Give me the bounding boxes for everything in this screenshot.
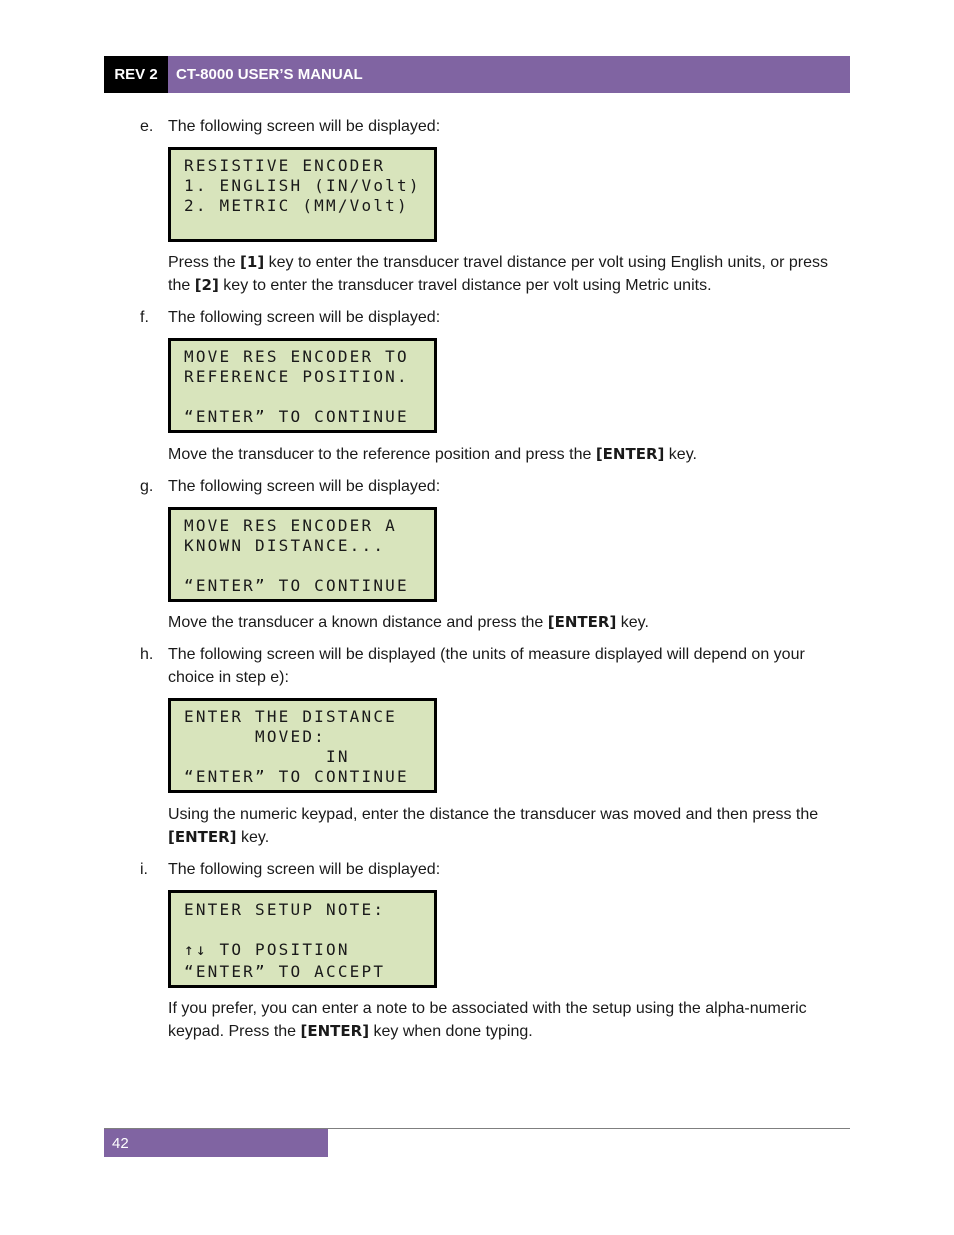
key-name: [ENTER] [595, 445, 665, 463]
key-name: [ENTER] [547, 613, 617, 631]
step-description [168, 443, 848, 466]
step-description [168, 611, 848, 634]
description-text: key to enter the transducer travel distance per volt using Metric units. [218, 277, 712, 294]
step-letter: g. [140, 478, 154, 495]
lcd-line: MOVE RES ENCODER TO [184, 347, 409, 366]
description-text: Move the transducer a known distance and press the [168, 614, 548, 631]
step-letter: i. [140, 861, 148, 878]
lcd-screen [168, 338, 437, 433]
lcd-line: 1. ENGLISH (IN/Volt) [184, 176, 421, 195]
lcd-line: “ENTER” TO CONTINUE [184, 407, 409, 426]
step-intro: The following screen will be displayed: [168, 309, 441, 326]
lcd-line: KNOWN DISTANCE... [184, 536, 386, 555]
step-description [168, 997, 848, 1043]
lcd-line: ENTER SETUP NOTE: [184, 900, 386, 919]
manual-title: CT-8000 USER’S MANUAL [168, 56, 850, 93]
description-text: key to enter the transducer travel distance per volt using English units, or press the [168, 254, 829, 294]
description-text: key. [236, 829, 270, 846]
description-text: Press the [168, 254, 241, 271]
lcd-line: MOVE RES ENCODER A [184, 516, 397, 535]
key-name: [ENTER] [168, 828, 237, 846]
page-number: 42 [104, 1129, 328, 1157]
step-description [168, 251, 848, 297]
lcd-line: 2. METRIC (MM/Volt) [184, 196, 409, 215]
step-intro: The following screen will be displayed: [168, 861, 441, 878]
description-text: If you prefer, you can enter a note to be associated with the setup using the alpha-numeric keypad. Press the [168, 1000, 807, 1040]
lcd-line: REFERENCE POSITION. [184, 367, 409, 386]
lcd-line: ENTER THE DISTANCE [184, 707, 397, 726]
lcd-line: “ENTER” TO CONTINUE [184, 576, 409, 595]
description-text: Move the transducer to the reference position and press the [168, 446, 596, 463]
lcd-line: “ENTER” TO CONTINUE [184, 767, 409, 786]
lcd-line: RESISTIVE ENCODER [184, 156, 386, 175]
lcd-screen [168, 507, 437, 602]
revision-label: REV 2 [104, 56, 168, 93]
lcd-screen [168, 147, 437, 242]
lcd-line: IN [184, 747, 350, 766]
step-intro: The following screen will be displayed (the units of measure displayed will depend on your choice in step e): [168, 646, 805, 686]
key-name: [1] [240, 253, 265, 271]
page-header [104, 56, 850, 93]
description-text: key when done typing. [369, 1023, 533, 1040]
description-text: key. [616, 614, 649, 631]
step-description [168, 803, 848, 849]
description-text: Using the numeric keypad, enter the distance the transducer was moved and then press the [168, 806, 819, 823]
lcd-screen [168, 890, 437, 988]
key-name: [2] [194, 276, 219, 294]
description-text: key. [664, 446, 697, 463]
step-letter: f. [140, 309, 149, 326]
step-letter: h. [140, 646, 154, 663]
lcd-line: MOVED: [184, 727, 326, 746]
lcd-line: ↑↓ TO POSITION [184, 940, 350, 959]
step-letter: e. [140, 118, 154, 135]
lcd-screen [168, 698, 437, 793]
key-name: [ENTER] [300, 1022, 370, 1040]
lcd-line: “ENTER” TO ACCEPT [184, 962, 386, 981]
step-intro: The following screen will be displayed: [168, 478, 441, 495]
step-intro: The following screen will be displayed: [168, 118, 441, 135]
